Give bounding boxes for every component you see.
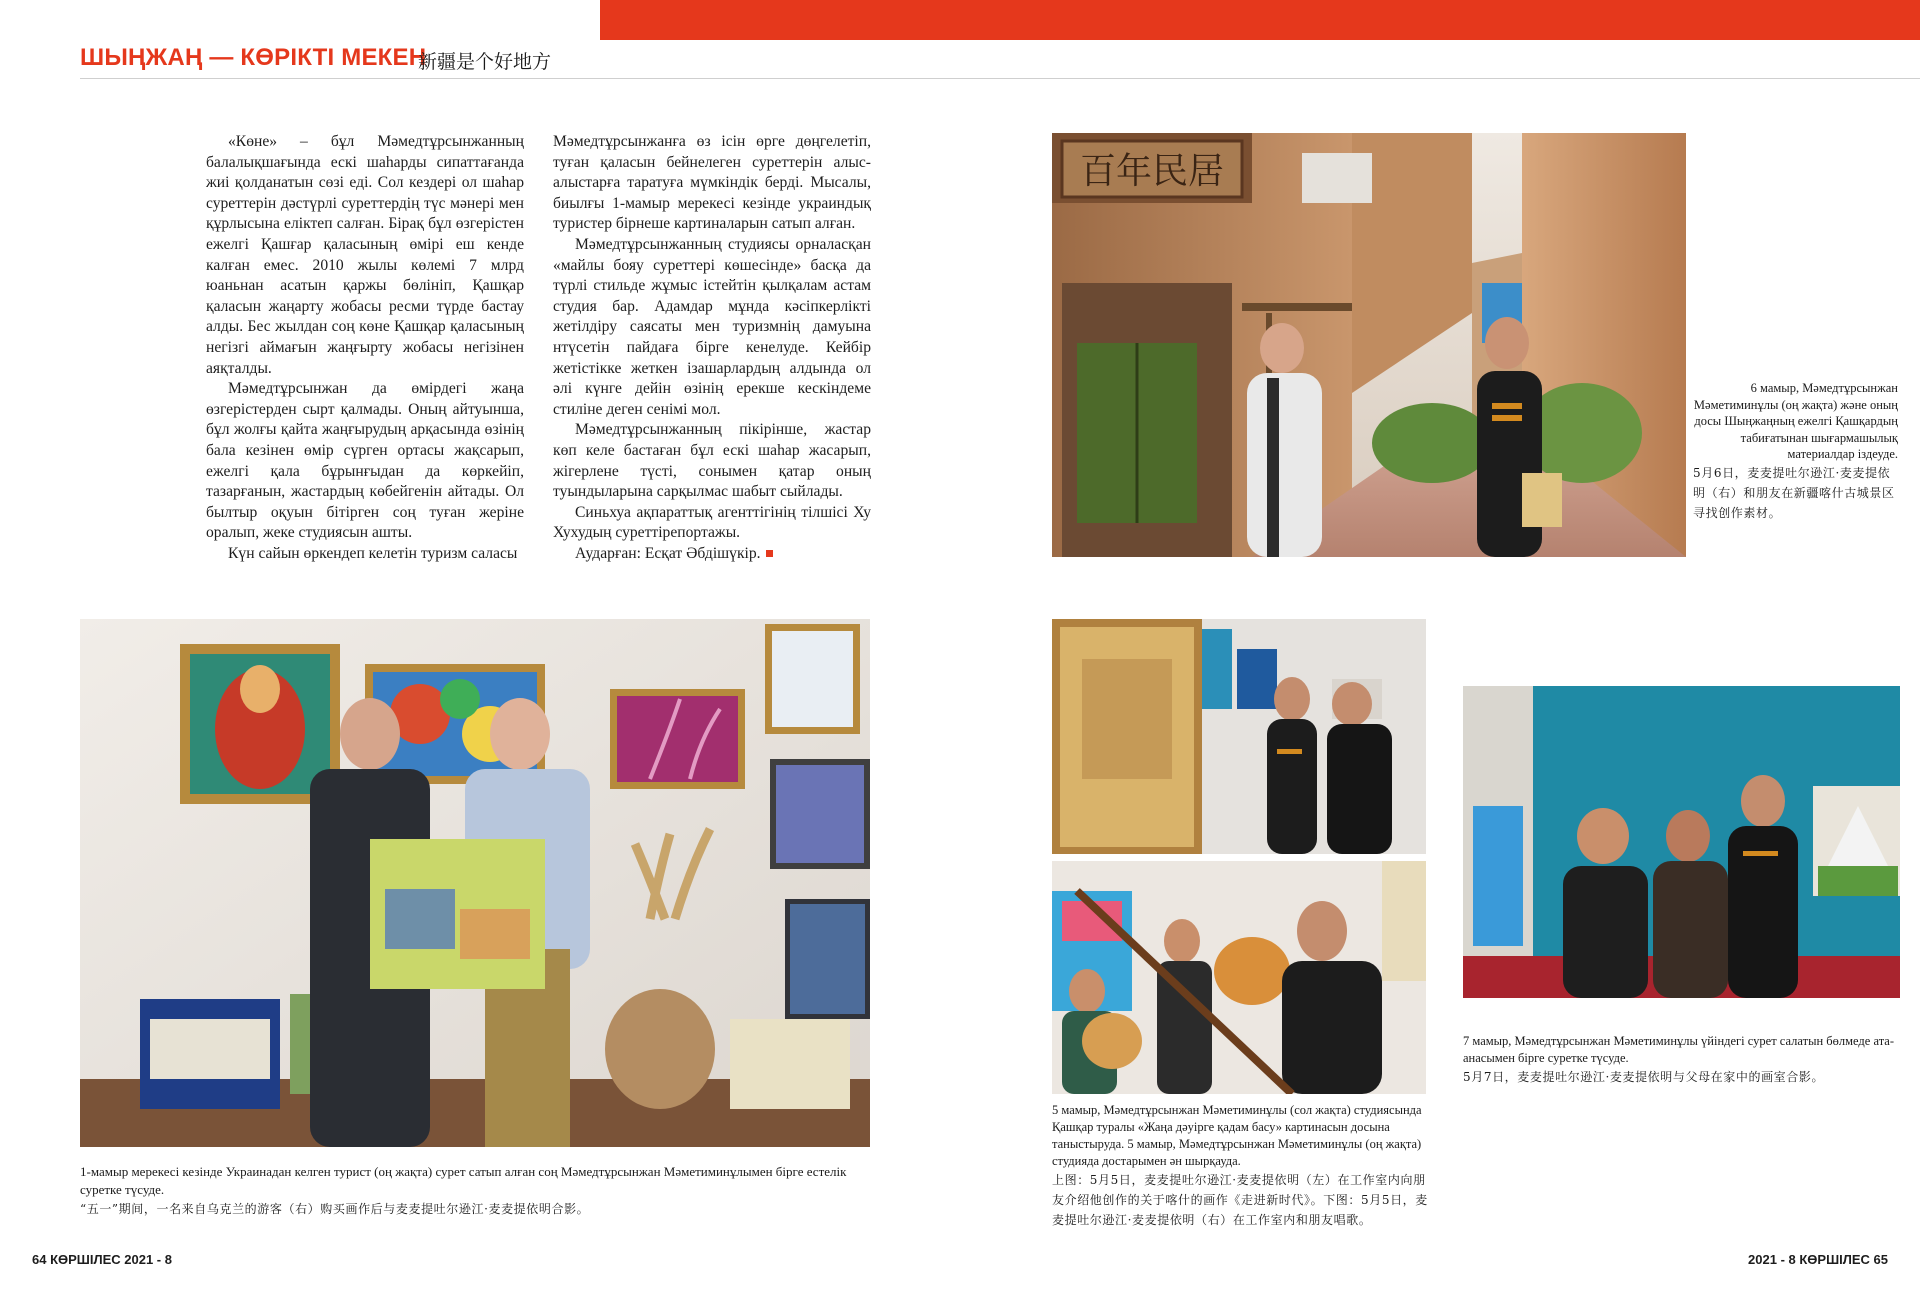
caption-text: 1-мамыр мерекесі кезінде Украинадан келген турист (оң жақта) сурет сатып алған соң Мәмедтұрсынжан Мәметиминұлымен бірге естелік суретке түсуде.: [80, 1164, 847, 1197]
folio-left: 64 КӨРШІЛЕС 2021 - 8: [32, 1252, 172, 1267]
caption-text-zh: 5月7日，麦麦提吐尔逊江·麦麦提依明与父母在家中的画室合影。: [1463, 1070, 1825, 1084]
caption-family: [1463, 1033, 1908, 1087]
paragraph: Мәмедтұрсынжанға өз ісін өрге дөңгелетіп, туған қаласын бейнелеген суреттерін алыс-алыстарға таратуға мүмкіндік берді. Мысалы, биылғы 1-мамыр мерекесі кезінде украиндық туристер бірнеше картиналарын сатып алған.: [553, 133, 871, 233]
photo-studio-singing: [1052, 861, 1426, 1094]
caption-text-zh: 5月6日，麦麦提吐尔逊江·麦麦提依明（右）和朋友在新疆喀什古城景区寻找创作素材。: [1693, 465, 1895, 520]
photo-gallery-tourist: [80, 619, 870, 1147]
paragraph: Мәмедтұрсынжанның студиясы орналасқан «майлы бояу суреттері көшесінде» басқа да түрлі стильде жұмыс істейтін қылқалам астам студия бар. Адамдар мұнда кәсіпкерлікті жетілдіру саясаты мен туризмнің дамуына нтүсетін пайдаға бірге кенелуде. Кейбір жетістікке жеткен ізашарлардың алдында ол әлі күнге дейін өзінің ерекше кескіндеме стиліне деген сенімі мол.: [553, 235, 871, 418]
caption-text: 5 мамыр, Мәмедтұрсынжан Мәметиминұлы (сол жақта) студиясында Қашқар туралы «Жаңа дәуірге қадам басу» картинасын досына таныстыруда. 5 мамыр, Мәмедтұрсынжан Мәметиминұлы (оң жақта) студияда достарымен ән шырқауда.: [1052, 1103, 1422, 1168]
paragraph: «Көне» – бұл Мәмедтұрсынжанның балалықшағында ескі шаһарды сипаттағанда жиі қолданатын сөзі еді. Сол кездері ол шаһар суреттерін дәстүрлі суреттердің түс мәнері мен құрлысына еліктеп салған. Бірақ бұл өзгерістен ежелгі Қашғар қаласының өмірі еш кенде калған емес. 2010 жылы көлемі 7 млрд юаньнан асатын қаржы бөлініп, Қашқар қаласын жаңарту жобасы ресми түрде бастау алды. Бес жылдан соң көне Қашқар қаласының негізгі аймағын жаңғырту жобасы негізінен аяқталды.: [206, 133, 524, 377]
caption-text-zh: 上图：5月5日，麦麦提吐尔逊江·麦麦提依明（左）在工作室内向朋友介绍他创作的关于喀什的画作《走进新时代》。下图：5月5日，麦麦提吐尔逊江·麦麦提依明（右）在工作室内和朋友唱歌。: [1052, 1173, 1428, 1227]
sign-text: 百年民居: [1079, 151, 1225, 192]
section-title: ШЫҢЖАҢ — КӨРІКТІ МЕКЕН: [80, 44, 427, 71]
caption-text: 7 мамыр, Мәмедтұрсынжан Мәметиминұлы үйіндегі сурет салатын бөлмеде ата-анасымен бірге суретке түсуде.: [1463, 1034, 1895, 1065]
header-red-bar: [600, 0, 1920, 40]
folio-right: 2021 - 8 КӨРШІЛЕС 65: [1748, 1252, 1888, 1267]
paragraph: Күн сайын өркендеп келетін туризм саласы: [228, 544, 518, 562]
caption-gallery: [80, 1163, 880, 1219]
caption-text: 6 мамыр, Мәмедтұрсынжан Мәметиминұлы (оң жақта) және оның досы Шыңжаңның ежелгі Қашқардың табиғатынан шығармашылық материалдар іздеуде.: [1693, 381, 1898, 461]
caption-text-zh: “五一”期间，一名来自乌克兰的游客（右）购买画作后与麦麦提吐尔逊江·麦麦提依明合影。: [80, 1202, 590, 1216]
paragraph: Синьхуа ақпараттық агенттігінің тілшісі Ху Хухудың суреттірепортажы.: [553, 503, 871, 542]
photo-studio-painting: [1052, 619, 1426, 854]
caption-street: [1693, 380, 1898, 523]
photo-old-town-street: [1052, 133, 1686, 557]
end-mark-icon: [766, 550, 773, 557]
photo-family-portrait: [1463, 686, 1900, 998]
header-divider: [80, 78, 1920, 79]
article-column-2: [553, 132, 871, 564]
paragraph: Мәмедтұрсынжан да өмірдегі жаңа өзгерістерден сырт қалмады. Оның айтуынша, бұл жолғы қайта жаңғырудың арқасында өзінің бала кезінен өмір сүрген ортасы жақсарып, ежелгі қала бұрынғыдан да көркейіп, тазарғанын, жастардың көбейгенін айтады. Ол былтыр оқуын бітірген соң туған жеріне оралып, жеке студиясын ашты.: [206, 380, 524, 542]
article-column-1: [206, 132, 524, 564]
caption-studio: [1052, 1102, 1437, 1230]
translator-credit: Аударған: Есқат Әбдішүкір.: [553, 544, 871, 565]
section-subtitle: 新疆是个好地方: [418, 51, 552, 73]
paragraph: Мәмедтұрсынжанның пікірінше, жастар көп келе бастаған бұл ескі шаһар жасарып, жігерлене түсті, сонымен қатар оның туындыларына сарқылмас шабыт сыйлады.: [553, 421, 871, 501]
